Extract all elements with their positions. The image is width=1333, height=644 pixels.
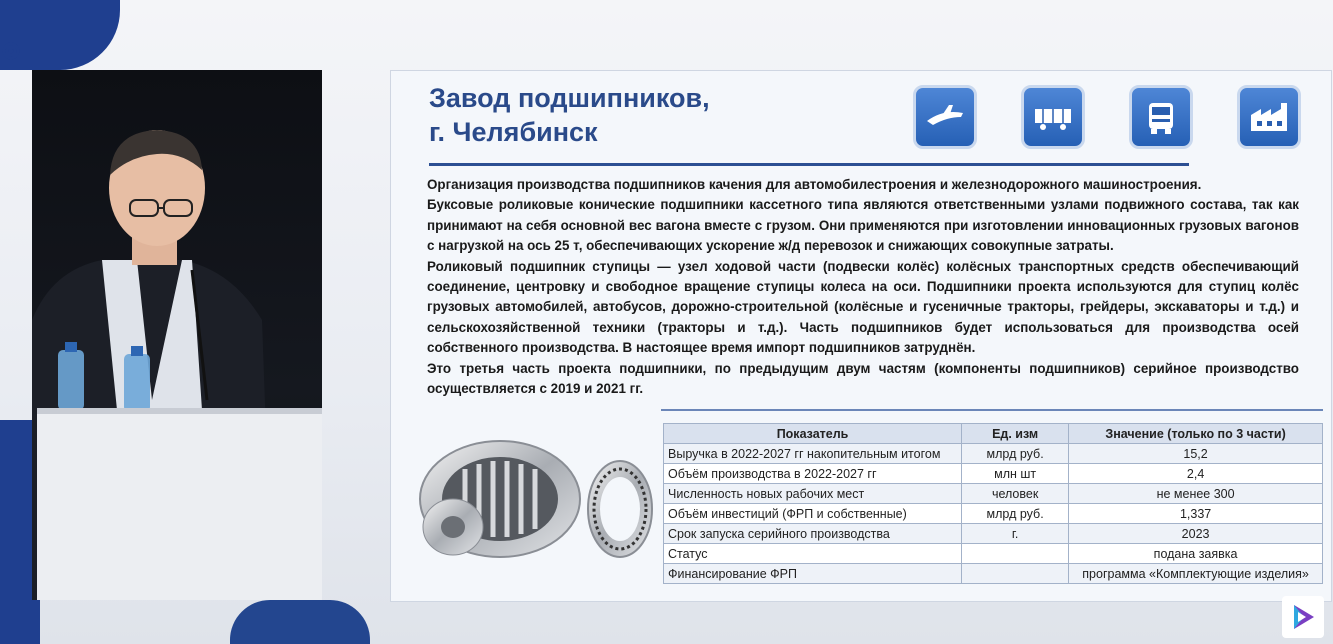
table-cell: Срок запуска серийного производства [664, 524, 962, 544]
table-row [664, 544, 1323, 564]
column-header: Значение (только по 3 части) [1069, 424, 1323, 444]
table-cell: Статус [664, 544, 962, 564]
gear-icon [0, 40, 22, 62]
table-cell [962, 564, 1069, 584]
factory-icon [1237, 85, 1301, 149]
slide-paragraph: Буксовые роликовые конические подшипники кассетного типа являются ответственными узлами подвижного состава, так как принимают на себя основной вес вагона вместе с грузом. Они применяются при изготовлении инновационных грузовых вагонов с нагрузкой на ось 25 т, обеспечивающих ускорение ж/д перевозок и снижающих совокупные затраты. [427, 197, 1299, 254]
player-logo-button[interactable] [1282, 596, 1324, 638]
table-cell: человек [962, 484, 1069, 504]
slide-paragraph: Роликовый подшипник ступицы — узел ходовой части (подвески колёс) колёсных транспортных средств обеспечивающий соединение, центровку и свободное вращение ступицы колеса на оси. Подшипники проекта используются для ступиц колёс грузовых автомобилей, автобусов, дорожно-строительной (колёсные и гусеничные тракторы, грейдеры, экскаваторы и т.д.) и сельскохозяйственной техники (тракторы и т.д.). Часть подшипников будет использоваться для производства осей собственного производства. В настоящее время импорт подшипников затруднён. [427, 258, 1299, 356]
indicators-table [663, 423, 1323, 584]
stage-map-graphic [230, 600, 370, 644]
table-divider [661, 409, 1323, 411]
column-header: Показатель [664, 424, 962, 444]
slide-title [429, 81, 710, 149]
table-cell: Финансирование ФРП [664, 564, 962, 584]
table-cell: млн шт [962, 464, 1069, 484]
table-cell: подана заявка [1069, 544, 1323, 564]
table-row [664, 564, 1323, 584]
table-cell: Объём инвестиций (ФРП и собственные) [664, 504, 962, 524]
table-row [664, 504, 1323, 524]
slide-paragraph: Организация производства подшипников качения для автомобилестроения и железнодорожного машиностроения. [427, 177, 1202, 192]
table-cell: млрд руб. [962, 504, 1069, 524]
aircraft-icon [913, 85, 977, 149]
table-row [664, 484, 1323, 504]
presentation-slide [390, 70, 1332, 602]
slide-title-line: Завод подшипников, [429, 83, 710, 113]
table-cell: Объём производства в 2022-2027 гг [664, 464, 962, 484]
table-cell: не менее 300 [1069, 484, 1323, 504]
table-cell: Численность новых рабочих мест [664, 484, 962, 504]
slide-body-text [427, 175, 1299, 399]
industry-icons [913, 85, 1303, 151]
table-cell: млрд руб. [962, 444, 1069, 464]
table-row [664, 444, 1323, 464]
table-header-row [664, 424, 1323, 444]
table-cell [962, 544, 1069, 564]
table-cell: Выручка в 2022-2027 гг накопительным итогом [664, 444, 962, 464]
truck-icon [1129, 85, 1193, 149]
slide-title-line: г. Челябинск [429, 117, 598, 147]
table-cell: 15,2 [1069, 444, 1323, 464]
railcar-icon [1021, 85, 1085, 149]
table-cell: 2,4 [1069, 464, 1323, 484]
table-row [664, 524, 1323, 544]
speaker-figure [32, 70, 322, 600]
speaker-video [32, 70, 322, 600]
table-cell: 2023 [1069, 524, 1323, 544]
table-cell: 1,337 [1069, 504, 1323, 524]
column-header: Ед. изм [962, 424, 1069, 444]
table-row [664, 464, 1323, 484]
title-divider [429, 163, 1189, 166]
table-cell: программа «Комплектующие изделия» [1069, 564, 1323, 584]
table-cell: г. [962, 524, 1069, 544]
play-logo-icon [1288, 602, 1318, 632]
slide-paragraph: Это третья часть проекта подшипники, по предыдущим двум частям (компоненты подшипников) серийное производство осуществляется с 2019 и 2021 гг. [427, 360, 1299, 397]
bearing-image [405, 419, 655, 579]
